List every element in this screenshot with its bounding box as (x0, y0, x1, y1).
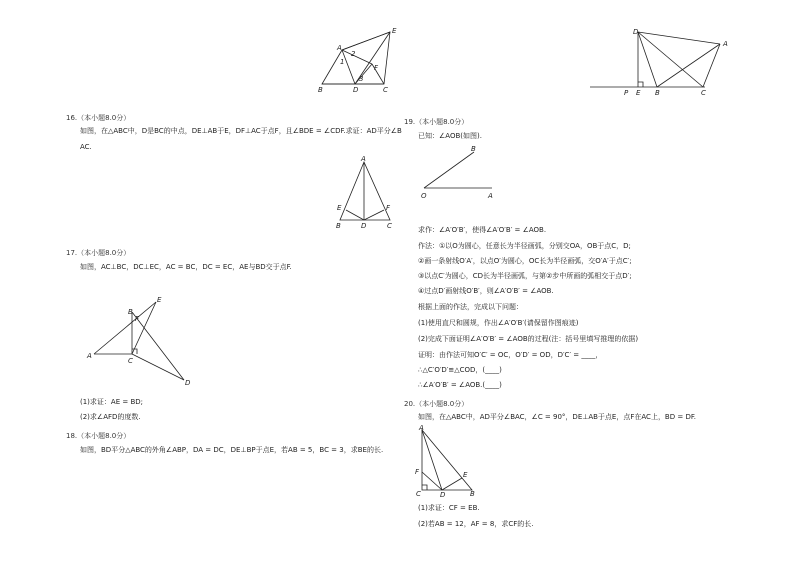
q17-number: 17.（本小题8.0分） (66, 249, 131, 257)
fig19-label-A: A (488, 192, 493, 200)
fig16-label-B: B (336, 222, 341, 230)
q19-step4: ④过点D′画射线O′B′，则∠A′O′B′ = ∠AOB. (418, 287, 554, 295)
fig20-triangle (422, 430, 472, 490)
q19-number: 19.（本小题8.0分） (404, 118, 469, 126)
fig15-label-D: D (353, 86, 359, 94)
fig17-label-C: C (128, 357, 133, 365)
fig16-label-C: C (387, 222, 392, 230)
fig16-label-A: A (361, 155, 366, 163)
q19-proof1: 证明：由作法可知O′C′ = OC，O′D′ = OD，D′C′ = ____， (418, 351, 603, 359)
fig16-label-F: F (386, 204, 391, 212)
q18-text-line1: 如图，BD平分△ABC的外角∠ABP，DA = DC，DE⊥BP于点E，若AB = 5，BC = 3，求BE的长. (80, 446, 384, 454)
fig17-label-A: A (87, 352, 92, 360)
fig18-label-E: E (636, 89, 641, 97)
q19-known: 已知：∠AOB(如图). (418, 132, 482, 140)
fig20-label-D: D (440, 491, 446, 498)
q19-sub2: (2)完成下面证明∠A′O′B′ = ∠AOB的过程(注：括号里填写推理的依据) (418, 335, 639, 343)
fig18-label-C: C (701, 89, 706, 97)
q19-intro: 根据上面的作法，完成以下问题： (418, 303, 523, 311)
q19-step3: ③以点C′为圆心，CD长为半径画弧，与第②步中所画的弧相交于点D′; (418, 272, 632, 280)
fig15-label-A: A (337, 44, 342, 52)
fig17-label-D: D (185, 379, 191, 387)
figure-q20 (414, 424, 484, 498)
q20-text-line1: 如图，在△ABC中，AD平分∠BAC，∠C = 90°，DE⊥AB于点E，点F在AC上，BD = DF. (418, 413, 696, 421)
fig17-label-E: E (157, 296, 162, 304)
q19-proof3: ∴∠A′O′B′ = ∠AOB.(____) (418, 381, 502, 389)
fig18-label-P: P (624, 89, 629, 97)
q19-proof2: ∴△C′O′D′≌△COD，(____) (418, 366, 502, 374)
q19-step1: 作法：①以O为圆心，任意长为半径画弧，分别交OA，OB于点C，D; (418, 242, 631, 250)
figure-q15 (310, 24, 400, 94)
figure-q16 (334, 154, 396, 230)
fig16-triangle (340, 162, 390, 220)
q17-text-line1: 如图，AC⊥BC，DC⊥EC，AC = BC，DC = EC，AE与BD交于点F. (80, 263, 292, 271)
fig18-label-D: D (633, 28, 639, 36)
fig20-label-E: E (463, 471, 468, 479)
q16-text-line2: AC. (80, 143, 92, 151)
q19-ask: 求作：∠A′O′B′，使得∠A′O′B′ = ∠AOB. (418, 226, 547, 234)
fig15-label-E: E (392, 27, 397, 35)
q16-number: 16.（本小题8.0分） (66, 114, 131, 122)
fig20-label-A: A (419, 424, 424, 432)
q19-step2: ②画一条射线O′A′，以点O′为圆心，OC长为半径画弧，交O′A′于点C′; (418, 257, 632, 265)
figure-q18 (590, 24, 740, 99)
fig15-label-2: 2 (351, 50, 356, 58)
figure-q19 (418, 144, 502, 202)
fig20-label-F: F (415, 468, 420, 476)
fig17-label-B: B (128, 308, 133, 316)
fig19-label-B: B (471, 145, 476, 153)
fig17-label-F: F (135, 315, 140, 323)
q20-number: 20.（本小题8.0分） (404, 400, 469, 408)
q17-sub1: (1)求证：AE = BD; (80, 398, 143, 406)
fig19-label-O: O (421, 192, 427, 200)
fig15-label-C: C (383, 86, 388, 94)
fig15-label-F: F (374, 64, 379, 72)
q16-text-line1: 如图，在△ABC中，D是BC的中点，DE⊥AB于E，DF⊥AC于点F，且∠BDE = ∠CDF.求证：AD平分∠B (80, 127, 402, 135)
fig18-label-B: B (655, 89, 660, 97)
q18-number: 18.（本小题8.0分） (66, 432, 131, 440)
fig15-label-1: 1 (340, 58, 345, 66)
fig16-label-E: E (337, 204, 342, 212)
fig15-outline (322, 32, 390, 84)
fig16-label-D: D (361, 222, 367, 230)
fig15-label-3: 3 (359, 75, 364, 83)
fig18-label-A: A (723, 40, 728, 48)
q20-sub1: (1)求证：CF = EB. (418, 504, 480, 512)
q19-sub1: (1)使用直尺和圆规，作出∠A′O′B′(请保留作图痕迹) (418, 319, 579, 327)
fig15-label-B: B (318, 86, 323, 94)
fig20-label-C: C (416, 490, 421, 498)
fig20-label-B: B (470, 490, 475, 498)
figure-q17 (86, 294, 198, 390)
q17-sub2: (2)求∠AFD的度数. (80, 413, 141, 421)
q20-sub2: (2)若AB = 12，AF = 8，求CF的长. (418, 520, 534, 528)
